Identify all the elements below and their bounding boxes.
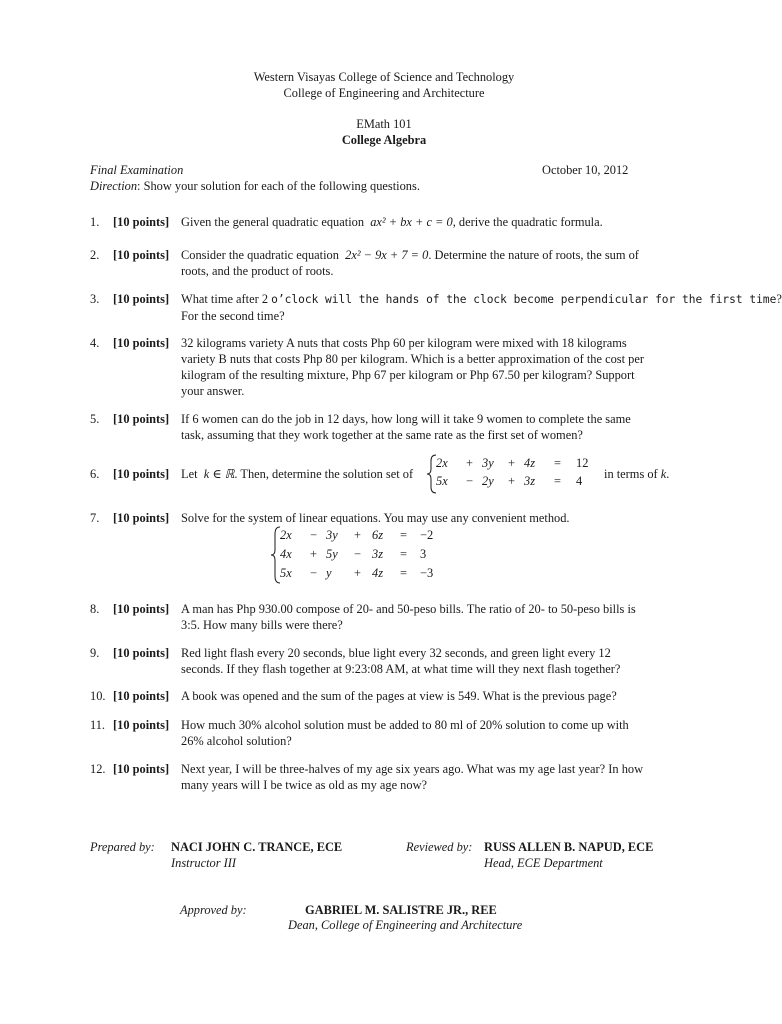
- equation-term: =: [554, 474, 561, 488]
- question-number: 3.: [90, 292, 100, 306]
- direction-text: : Show your solution for each of the following questions.: [137, 179, 420, 193]
- equation-term: −: [310, 566, 317, 580]
- question-points: [10 points]: [113, 336, 170, 350]
- question-text: A man has Php 930.00 compose of 20- and 50-peso bills. The ratio of 20- to 50-peso bills is: [181, 602, 636, 616]
- equation-term: 4x: [280, 547, 292, 561]
- reviewed-by-title: Head, ECE Department: [484, 856, 603, 870]
- question-text-part: in terms of: [604, 467, 658, 481]
- question-text: What time after 2: [181, 292, 269, 306]
- question-4: [90, 335, 680, 399]
- exam-direction: [90, 179, 420, 194]
- approved-by-name: GABRIEL M. SALISTRE JR., REE: [305, 903, 497, 917]
- question-text: Consider the quadratic equation: [181, 248, 339, 262]
- question-number: 11.: [90, 718, 106, 732]
- question-points: [10 points]: [113, 412, 170, 426]
- question-points: [10 points]: [113, 718, 170, 732]
- equation-term: 4z: [524, 456, 536, 470]
- equation-term: =: [400, 566, 407, 580]
- question-text: , derive the quadratic formula.: [452, 215, 603, 229]
- equation-term: 4z: [372, 566, 384, 580]
- question-text: . Then, determine the solution set of: [234, 467, 414, 481]
- question-text: many years will I be twice as old as my age now?: [181, 778, 428, 792]
- prepared-by-label: Prepared by:: [90, 840, 155, 854]
- question-text: How much 30% alcohol solution must be added to 80 ml of 20% solution to come up with: [181, 718, 629, 732]
- exam-type: Final Examination: [90, 163, 184, 177]
- equation-term: 3y: [326, 528, 338, 542]
- equation-term: 12: [576, 456, 589, 470]
- question-text: kilogram of the resulting mixture, Php 67 per kilogram or Php 67.50 per kilogram? Support: [181, 368, 635, 382]
- question-number: 4.: [90, 336, 100, 350]
- question-points: [10 points]: [113, 689, 170, 703]
- question-8: [90, 601, 680, 633]
- question-3: [90, 291, 782, 324]
- question-text: Red light flash every 20 seconds, blue light every 32 seconds, and green light every 12: [181, 646, 611, 660]
- equation-term: 5x: [436, 474, 448, 488]
- equation-term: 3z: [524, 474, 536, 488]
- question-number: 7.: [90, 511, 100, 525]
- question-text: For the second time?: [181, 309, 285, 323]
- question-text: ?: [776, 292, 782, 306]
- question-number: 5.: [90, 412, 100, 426]
- question-7: [90, 510, 680, 526]
- question-text: seconds. If they flash together at 9:23:08 AM, at what time will they next flash together?: [181, 662, 621, 676]
- course-title: College Algebra: [341, 133, 427, 147]
- equation-term: 3y: [482, 456, 494, 470]
- question-expression: k ∈ ℝ: [203, 467, 235, 481]
- reviewed-by-name: RUSS ALLEN B. NAPUD, ECE: [484, 840, 654, 854]
- question-5: [90, 411, 680, 443]
- question-text: Let: [181, 467, 198, 481]
- question-2: [90, 247, 680, 279]
- prepared-by-name: NACI JOHN C. TRANCE, ECE: [171, 840, 343, 854]
- question-text: 32 kilograms variety A nuts that costs Php 60 per kilogram were mixed with 18 kilograms: [181, 336, 627, 350]
- question-text-part: .: [666, 467, 670, 481]
- question-points: [10 points]: [113, 215, 170, 229]
- institution-name: Western Visayas College of Science and Technology: [253, 70, 515, 84]
- question-text: Solve for the system of linear equations. You may use any convenient method.: [181, 511, 570, 525]
- question-text: [604, 466, 669, 482]
- equation-term: 2x: [280, 528, 292, 542]
- equation-term: −: [310, 528, 317, 542]
- question-text: Next year, I will be three-halves of my age six years ago. What was my age last year? In how: [181, 762, 644, 776]
- question-1: [90, 214, 680, 230]
- equation-term: +: [354, 528, 361, 542]
- question-number: 8.: [90, 602, 100, 616]
- reviewed-by-label: Reviewed by:: [406, 840, 473, 854]
- question-9: [90, 645, 680, 677]
- question-number: 1.: [90, 215, 100, 229]
- question-number: 2.: [90, 248, 100, 262]
- question-equation: 2x² − 9x + 7 = 0: [345, 248, 429, 262]
- equation-term: +: [508, 474, 515, 488]
- question-points: [10 points]: [113, 602, 170, 616]
- question-text: task, assuming that they work together at the same rate as the first set of women?: [181, 428, 583, 442]
- equation-term: =: [400, 547, 407, 561]
- question-text: variety B nuts that costs Php 80 per kilogram. Which is a better approximation of the cost per: [181, 352, 644, 366]
- equation-term: +: [508, 456, 515, 470]
- equation-term: −2: [420, 528, 434, 542]
- college-name: College of Engineering and Architecture: [283, 86, 485, 100]
- question-number: 6.: [90, 467, 100, 481]
- approved-by-label: Approved by:: [180, 903, 247, 917]
- question-number: 12.: [90, 762, 106, 776]
- question-points: [10 points]: [113, 467, 170, 481]
- equation-term: =: [554, 456, 561, 470]
- question-points: [10 points]: [113, 762, 170, 776]
- question-10: [90, 688, 680, 704]
- question-11: [90, 717, 680, 749]
- equation-system-q7: [270, 526, 450, 586]
- question-number: 10.: [90, 689, 106, 703]
- equation-term: 3z: [372, 547, 384, 561]
- direction-label: Direction: [90, 179, 138, 193]
- question-text: . Determine the nature of roots, the sum of: [428, 248, 639, 262]
- equation-system-q6: [426, 454, 596, 494]
- equation-term: +: [354, 566, 361, 580]
- question-equation: ax² + bx + c = 0: [370, 215, 453, 229]
- equation-term: −: [354, 547, 361, 561]
- equation-term: +: [310, 547, 317, 561]
- approved-by-title: Dean, College of Engineering and Architecture: [288, 918, 523, 932]
- question-points: [10 points]: [113, 292, 170, 306]
- question-number: 9.: [90, 646, 100, 660]
- question-text: roots, and the product of roots.: [181, 264, 334, 278]
- equation-term: −: [466, 474, 473, 488]
- question-text: If 6 women can do the job in 12 days, how long will it take 9 women to complete the same: [181, 412, 631, 426]
- question-text: your answer.: [181, 384, 245, 398]
- equation-term: 5x: [280, 566, 292, 580]
- equation-term: 4: [576, 474, 583, 488]
- equation-term: =: [400, 528, 407, 542]
- question-text: 26% alcohol solution?: [181, 734, 292, 748]
- equation-term: +: [466, 456, 473, 470]
- question-variable: k: [660, 467, 667, 481]
- question-points: [10 points]: [113, 511, 170, 525]
- question-text: Given the general quadratic equation: [181, 215, 365, 229]
- question-text: A book was opened and the sum of the pages at view is 549. What is the previous page?: [181, 689, 617, 703]
- equation-term: 3: [420, 547, 427, 561]
- equation-term: 5y: [326, 547, 338, 561]
- question-text: 3:5. How many bills were there?: [181, 618, 343, 632]
- exam-date: October 10, 2012: [542, 163, 629, 177]
- course-code: EMath 101: [356, 117, 412, 131]
- equation-term: 2y: [482, 474, 494, 488]
- question-12: [90, 761, 680, 793]
- equation-term: 2x: [436, 456, 448, 470]
- question-text: o’clock will the hands of the clock become perpendicular for the first time: [271, 293, 777, 306]
- equation-term: 6z: [372, 528, 384, 542]
- prepared-by-title: Instructor III: [171, 856, 237, 870]
- question-points: [10 points]: [113, 248, 170, 262]
- equation-term: y: [326, 566, 332, 580]
- question-points: [10 points]: [113, 646, 170, 660]
- equation-term: −3: [420, 566, 434, 580]
